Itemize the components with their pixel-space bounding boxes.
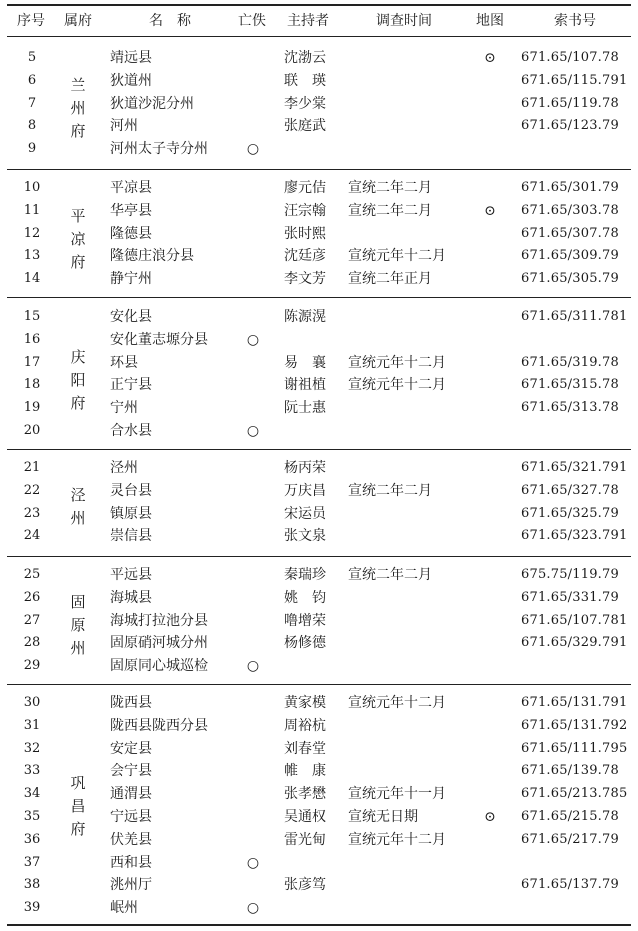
row-number: 29 [23,658,41,674]
row-host: 廖元佶 [284,180,326,196]
row-name: 隆德县 [110,225,152,242]
row-number: 6 [27,72,37,88]
row-name: 平远县 [110,567,152,583]
prefecture-label-char: 泾 [70,486,86,504]
map-marker-icon: ⊙ [484,50,496,66]
prefecture-label-char: 府 [70,820,86,838]
row-name: 泾州 [110,460,138,476]
row-number: 20 [23,423,41,438]
row-call-number: 671.65/217.79 [521,831,619,847]
row-name: 安定县 [110,740,152,757]
row-number: 7 [27,95,37,111]
row-call-number: 671.65/329.791 [521,635,628,651]
row-number: 30 [23,695,41,710]
group-separator-rule [7,297,631,298]
row-call-number: 671.65/213.785 [521,786,628,802]
row-name: 静宁州 [110,271,152,288]
group-separator-rule [7,684,631,685]
table-bottom-rule [7,924,631,926]
prefecture-label-char: 府 [70,394,86,412]
row-number: 21 [23,460,41,475]
lost-marker-icon: ○ [246,423,260,439]
prefecture-label-char: 固 [70,593,86,611]
row-name: 靖远县 [110,50,152,66]
header-no: 序号 [17,13,45,29]
row-number: 14 [23,271,41,287]
row-call-number: 671.65/215.78 [521,809,619,824]
row-number: 33 [23,763,41,779]
row-survey-time: 宣统二年二月 [348,202,432,219]
row-host: 宋运员 [284,505,326,522]
row-call-number: 671.65/315.78 [521,377,619,393]
row-call-number: 671.65/123.79 [521,118,619,134]
row-host: 沈渤云 [284,50,326,66]
row-name: 狄道沙泥分州 [110,95,194,112]
row-host: 张时熙 [284,225,326,242]
row-host: 李少棠 [284,95,326,112]
row-host: 姚 钧 [284,589,326,606]
row-survey-time: 宣统无日期 [348,809,418,825]
row-name: 灵台县 [110,482,152,499]
row-name: 洮州厅 [110,877,152,894]
prefecture-label-char: 府 [70,253,86,271]
lost-marker-icon: ○ [246,141,260,158]
row-host: 张孝懋 [284,786,326,803]
row-name: 海城打拉池分县 [110,612,208,629]
prefecture-label-char: 巩 [70,774,86,792]
row-host: 谢祖植 [284,377,326,394]
header-host: 主持者 [287,13,329,29]
row-call-number: 671.65/331.79 [521,589,619,605]
row-name: 海城县 [110,589,152,606]
row-host: 李文芳 [284,271,326,288]
row-call-number: 671.65/301.79 [521,180,619,195]
row-number: 36 [23,831,41,847]
row-host: 汪宗翰 [284,202,326,219]
row-name: 合水县 [110,423,152,439]
row-number: 25 [23,567,41,582]
row-number: 8 [27,118,37,134]
row-survey-time: 宣统二年二月 [348,180,432,196]
row-call-number: 671.65/311.781 [521,309,628,324]
row-name: 岷州 [110,900,138,917]
map-marker-icon: ⊙ [484,202,496,219]
row-host: 陈源滉 [284,309,326,325]
row-name: 环县 [110,354,138,371]
row-name: 陇西县陇西分县 [110,717,208,734]
row-number: 24 [23,528,41,544]
row-name: 宁远县 [110,809,152,825]
row-host: 杨修德 [284,635,326,652]
row-host: 帷 康 [284,763,326,780]
row-number: 15 [23,309,41,324]
map-marker-icon: ⊙ [484,809,496,825]
prefecture-label-char: 昌 [70,797,86,815]
row-name: 通渭县 [110,786,152,803]
row-name: 固原硝河城分州 [110,635,208,652]
row-host: 联 瑛 [284,72,326,89]
row-call-number: 671.65/323.791 [521,528,628,544]
row-number: 12 [23,225,41,241]
row-number: 28 [23,635,41,651]
row-number: 26 [23,589,41,605]
row-number: 17 [23,354,41,370]
row-number: 34 [23,786,41,802]
row-call-number: 671.65/321.791 [521,460,628,475]
prefecture-label-char: 兰 [70,76,86,94]
row-host: 秦瑞珍 [284,567,326,583]
row-call-number: 671.65/305.79 [521,271,619,287]
row-number: 38 [23,877,41,893]
row-host: 刘春堂 [284,740,326,757]
row-survey-time: 宣统元年十二月 [348,695,446,711]
row-name: 西和县 [110,854,152,871]
row-name: 河州太子寺分州 [110,141,208,158]
group-separator-rule [7,169,631,170]
row-number: 35 [23,809,41,824]
header-fu: 属府 [64,13,92,29]
lost-marker-icon: ○ [246,331,260,348]
row-name: 固原同心城巡检 [110,658,208,675]
row-host: 阮士惠 [284,400,326,417]
row-name: 宁州 [110,400,138,417]
row-survey-time: 宣统二年二月 [348,567,432,583]
row-call-number: 671.65/325.79 [521,505,619,521]
prefecture-label-char: 州 [70,639,86,657]
row-name: 隆德庄浪分县 [110,248,194,265]
row-call-number: 671.65/119.78 [521,95,619,111]
row-name: 崇信县 [110,528,152,545]
row-name: 安化董志塬分县 [110,331,208,348]
row-number: 13 [23,248,41,264]
row-number: 16 [23,331,41,347]
row-number: 32 [23,740,41,756]
lost-marker-icon: ○ [246,900,260,917]
row-name: 平凉县 [110,180,152,196]
row-name: 伏羌县 [110,831,152,848]
group-separator-rule [7,449,631,450]
row-host: 周裕杭 [284,717,326,734]
row-call-number: 671.65/319.78 [521,354,619,370]
row-survey-time: 宣统二年正月 [348,271,432,288]
row-host: 万庆昌 [284,482,326,499]
header-bottom-rule [7,36,631,37]
header-time: 调查时间 [376,13,432,29]
row-number: 39 [23,900,41,916]
row-host: 噜增荣 [284,612,326,629]
row-name: 陇西县 [110,695,152,711]
row-host: 黄家模 [284,695,326,711]
row-call-number: 671.65/131.791 [521,695,628,710]
prefecture-label-char: 凉 [70,230,86,248]
group-separator-rule [7,556,631,557]
row-survey-time: 宣统元年十二月 [348,354,446,371]
row-number: 37 [23,854,41,870]
row-number: 5 [27,50,37,65]
row-number: 18 [23,377,41,393]
row-name: 镇原县 [110,505,152,522]
header-code: 索书号 [554,13,596,29]
row-host: 沈廷彦 [284,248,326,265]
prefecture-label-char: 原 [70,616,86,634]
row-name: 狄道州 [110,72,152,89]
row-number: 22 [23,482,41,498]
row-name: 华亭县 [110,202,152,219]
prefecture-label-char: 平 [70,207,86,225]
row-host: 张庭武 [284,118,326,135]
row-call-number: 671.65/307.78 [521,225,619,241]
row-name: 正宁县 [110,377,152,394]
prefecture-label-char: 州 [70,509,86,527]
prefecture-label-char: 州 [70,99,86,117]
prefecture-label-char: 阳 [70,371,86,389]
prefecture-label-char: 府 [70,122,86,140]
row-number: 23 [23,505,41,521]
row-host: 杨丙荣 [284,460,326,476]
row-host: 张文泉 [284,528,326,545]
row-call-number: 671.65/107.781 [521,612,628,628]
row-call-number: 671.65/327.78 [521,482,619,498]
row-number: 31 [23,717,41,733]
row-name: 安化县 [110,309,152,325]
header-map: 地图 [476,13,504,29]
row-host: 吴通权 [284,809,326,825]
row-number: 9 [27,141,37,157]
row-host: 雷光甸 [284,831,326,848]
header-lost: 亡佚 [238,13,266,29]
row-survey-time: 宣统元年十一月 [348,786,446,803]
row-call-number: 671.65/303.78 [521,202,619,218]
row-call-number: 671.65/107.78 [521,50,619,65]
prefecture-label-char: 庆 [70,348,86,366]
lost-marker-icon: ○ [246,658,260,675]
row-call-number: 671.65/137.79 [521,877,619,893]
row-survey-time: 宣统元年十二月 [348,248,446,265]
row-call-number: 671.65/309.79 [521,248,619,264]
table-top-rule [7,4,631,6]
row-host: 张彦笃 [284,877,326,894]
row-call-number: 671.65/111.795 [521,740,628,756]
row-number: 10 [23,180,41,195]
row-call-number: 675.75/119.79 [521,567,619,582]
row-host: 易 襄 [284,354,326,371]
row-survey-time: 宣统元年十二月 [348,377,446,394]
row-call-number: 671.65/139.78 [521,763,619,779]
row-name: 河州 [110,118,138,135]
row-call-number: 671.65/115.791 [521,72,628,88]
row-call-number: 671.65/313.78 [521,400,619,416]
row-survey-time: 宣统二年二月 [348,482,432,499]
lost-marker-icon: ○ [246,854,260,871]
row-call-number: 671.65/131.792 [521,717,628,733]
row-number: 19 [23,400,41,416]
row-survey-time: 宣统元年十二月 [348,831,446,848]
row-name: 会宁县 [110,763,152,780]
row-number: 27 [23,612,41,628]
header-name: 名 称 [149,13,191,29]
row-number: 11 [23,202,41,218]
